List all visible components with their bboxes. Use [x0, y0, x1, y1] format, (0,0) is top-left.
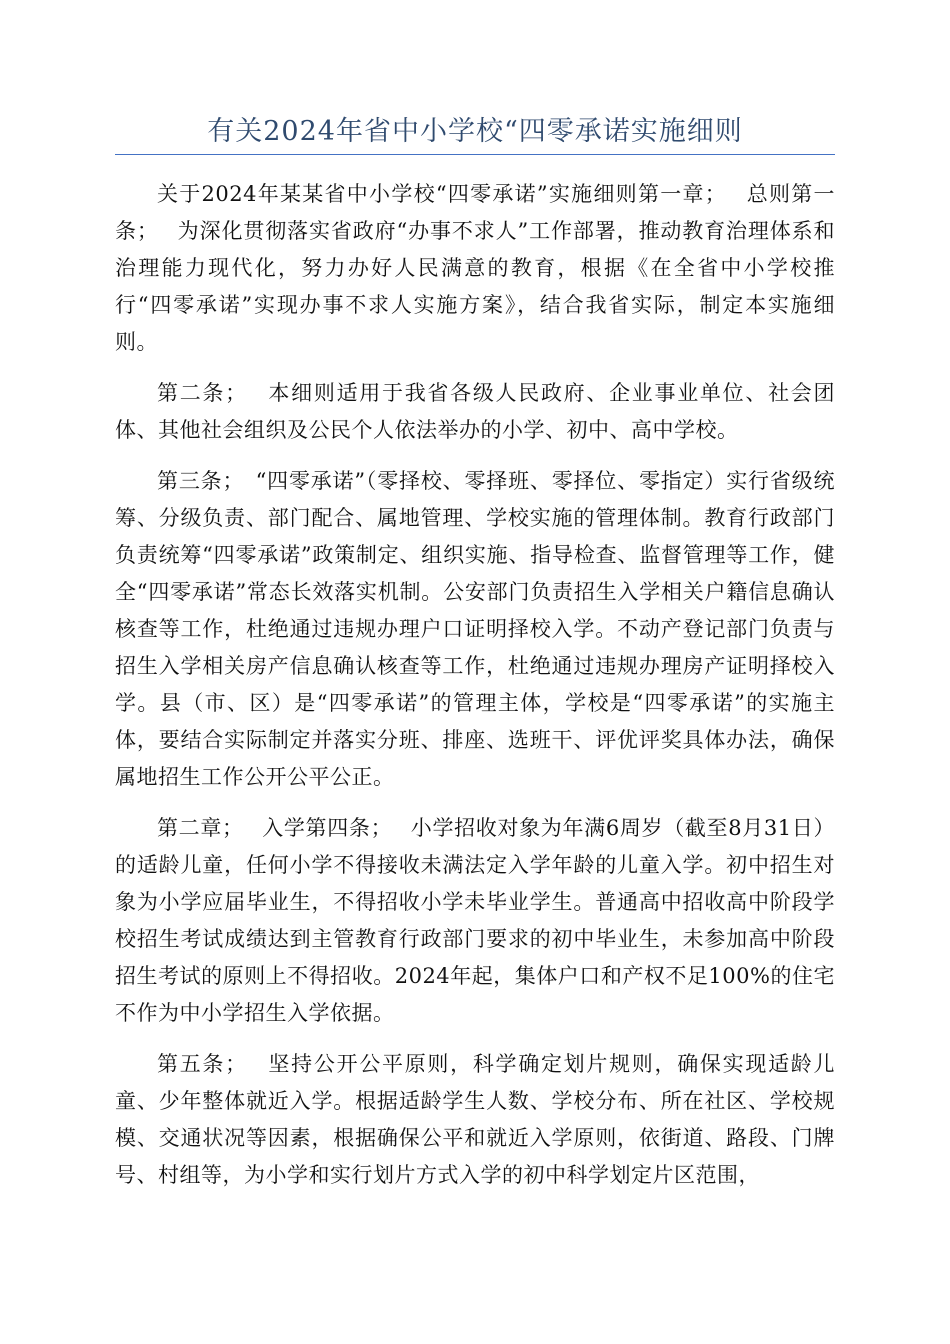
paragraph-article-4: 第二章； 入学第四条； 小学招收对象为年满6周岁（截至8月31日）的适龄儿童，任何小学不得接收未满法定入学年龄的儿童入学。初中招生对象为小学应届毕业生，不得招收小学未毕业学生。普通高中招收高中阶段学校招生考试成绩达到主管教育行政部门要求的初中毕业生，未参加高中阶段招生考试的原则上不得招收。2024年起，集体户口和产权不足100%的住宅不作为中小学招生入学依据。: [115, 816, 835, 1025]
paragraph-article-3: 第三条； “四零承诺”（零择校、零择班、零择位、零指定）实行省级统筹、分级负责、部门配合、属地管理、学校实施的管理体制。教育行政部门负责统筹“四零承诺”政策制定、组织实施、指导检查、监督管理等工作，健全“四零承诺”常态长效落实机制。公安部门负责招生入学相关户籍信息确认核查等工作，杜绝通过违规办理户口证明择校入学。不动产登记部门负责与招生入学相关房产信息确认核查等工作，杜绝通过违规办理房产证明择校入学。县（市、区）是“四零承诺”的管理主体，学校是“四零承诺”的实施主体，要结合实际制定并落实分班、排座、选班干、评优评奖具体办法，确保属地招生工作公开公平公正。: [115, 469, 835, 789]
paragraph-article-2: 第二条； 本细则适用于我省各级人民政府、企业事业单位、社会团体、其他社会组织及公民个人依法举办的小学、初中、高中学校。: [115, 381, 835, 442]
paragraph-article-1: 关于2024年某某省中小学校“四零承诺”实施细则第一章； 总则第一条； 为深化贯彻落实省政府“办事不求人”工作部署，推动教育治理体系和治理能力现代化，努力办好人民满意的教育，根据《在全省中小学校推行“四零承诺”实现办事不求人实施方案》，结合我省实际，制定本实施细则。: [115, 182, 835, 354]
title-underline: [115, 154, 835, 155]
paragraph-article-5: 第五条； 坚持公开公平原则，科学确定划片规则，确保实现适龄儿童、少年整体就近入学。根据适龄学生人数、学校分布、所在社区、学校规模、交通状况等因素，根据确保公平和就近入学原则，依街道、路段、门牌号、村组等，为小学和实行划片方式入学的初中科学划定片区范围，: [115, 1052, 835, 1187]
document-title: 有关2024年省中小学校“四零承诺实施细则: [207, 116, 743, 147]
document-body: [115, 176, 835, 1208]
